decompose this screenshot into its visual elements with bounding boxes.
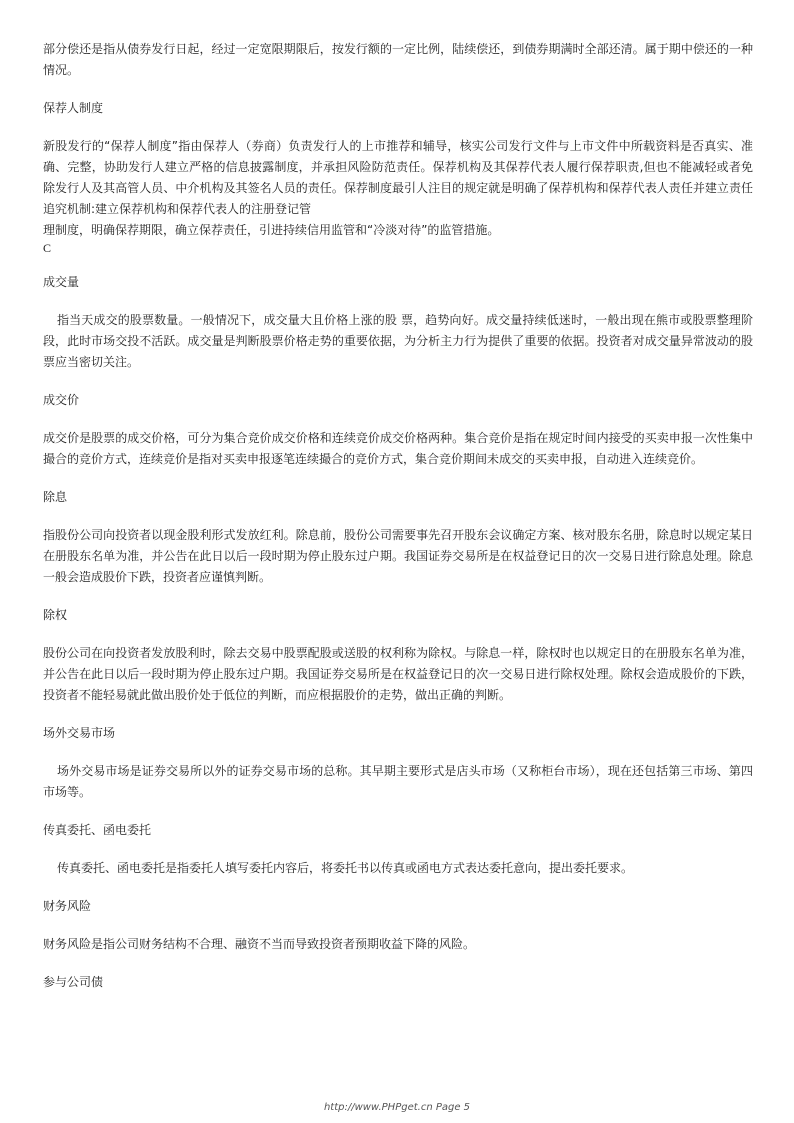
fax-order-paragraph: 传真委托、函电委托是指委托人填写委托内容后，将委托书以传真或函电方式表达委托意向，提出委托要求。 <box>57 861 634 875</box>
sponsor-paragraph: 新股发行的“保荐人制度”指由保荐人（券商）负责发行人的上市推荐和辅导，核实公司发行文件与上市文件中所载资料是否真实、准确、完整，协助发行人建立严格的信息披露制度，并承担风险防范责任。保荐机构及其保荐代表人履行保荐职责,但也不能减轻或者免除发行人及其高管人员、中介机构及其签名人员的责任。保荐制度最引人注目的规定就是明确了保荐机构和保荐代表人责任并建立责任追究机制:建立保荐机构和保荐代表人的注册登记管 <box>43 139 753 216</box>
price-paragraph: 成交价是股票的成交价格，可分为集合竞价成交价格和连续竞价成交价格两种。集合竞价是指在规定时间内接受的买卖申报一次性集中撮合的竞价方式，连续竞价是指对买卖申报逐笔连续撮合的竞价方式，集合竞价期间未成交的买卖申报，自动进入连续竞价。 <box>43 431 753 466</box>
document-body <box>43 39 753 993</box>
section-title-ex-dividend: 除息 <box>43 490 68 504</box>
sponsor-paragraph-continued: 理制度，明确保荐期限，确立保荐责任，引进持续信用监管和“冷淡对待”的监管措施。 <box>43 223 500 237</box>
financial-risk-paragraph: 财务风险是指公司财务结构不合理、融资不当而导致投资者预期收益下降的风险。 <box>43 937 476 951</box>
index-letter-c: C <box>43 241 52 255</box>
section-title-volume: 成交量 <box>43 275 80 289</box>
otc-paragraph: 场外交易市场是证券交易所以外的证券交易市场的总称。其早期主要形式是店头市场（又称柜台市场），现在还包括第三市场、第四市场等。 <box>43 764 753 799</box>
volume-paragraph: 指当天成交的股票数量。一般情况下，成交量大且价格上涨的股 票，趋势向好。成交量持续低迷时，一般出现在熊市或股票整理阶段，此时市场交投不活跃。成交量是判断股票价格走势的重要依据，为分析主力行为提供了重要的依据。投资者对成交量异常波动的股票应当密切关注。 <box>43 313 753 369</box>
section-title-otc: 场外交易市场 <box>43 726 116 740</box>
ex-dividend-paragraph: 指股份公司向投资者以现金股利形式发放红利。除息前，股份公司需要事先召开股东会议确定方案、核对股东名册，除息时以规定某日在册股东名单为准，并公告在此日以后一段时期为停止股东过户期。我国证券交易所是在权益登记日的次一交易日进行除息处理。除息一般会造成股价下跌，投资者应谨慎判断。 <box>43 528 753 584</box>
section-title-fax-order: 传真委托、函电委托 <box>43 823 152 837</box>
page-footer: http://www.PHPget.cn Page 5 <box>323 1102 471 1113</box>
intro-paragraph: 部分偿还是指从债券发行日起，经过一定宽限期限后，按发行额的一定比例，陆续偿还，到债券期满时全部还清。属于期中偿还的一种情况。 <box>43 42 753 77</box>
section-title-price: 成交价 <box>43 393 80 407</box>
ex-rights-paragraph: 股份公司在向投资者发放股利时，除去交易中股票配股或送股的权利称为除权。与除息一样，除权时也以规定日的在册股东名单为准，并公告在此日以后一段时期为停止股东过户期。我国证券交易所是在权益登记日的次一交易日进行除权处理。除权会造成股价的下跌，投资者不能轻易就此做出股价处于低位的判断，而应根据股价的走势，做出正确的判断。 <box>43 646 753 702</box>
section-title-ex-rights: 除权 <box>43 608 68 622</box>
section-title-financial-risk: 财务风险 <box>43 899 92 913</box>
section-title-corp-bond: 参与公司债 <box>43 975 104 989</box>
section-title-sponsor: 保荐人制度 <box>43 101 104 115</box>
